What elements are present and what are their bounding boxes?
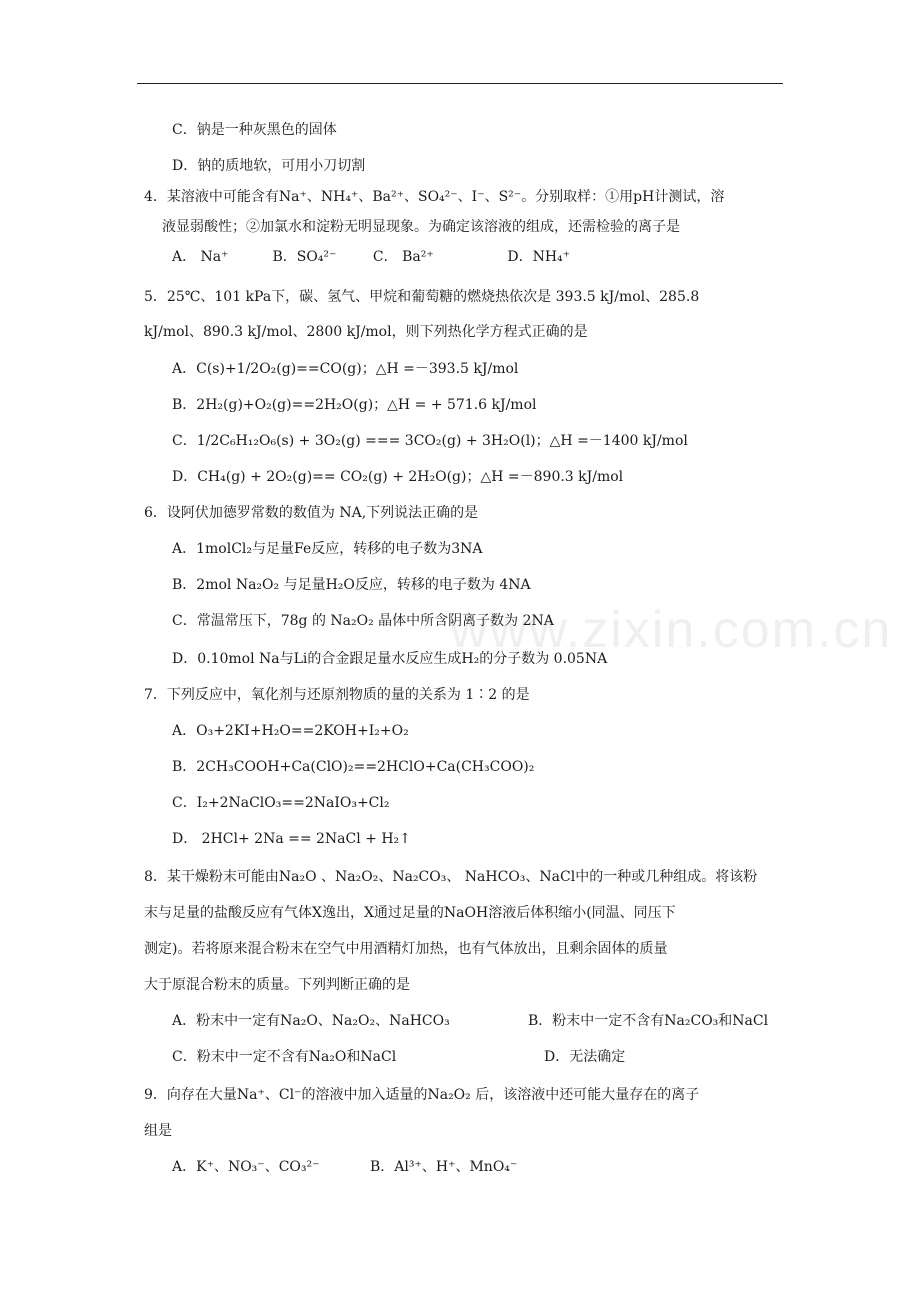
q5-stem-line1: 5．25℃、101 kPa下，碳、氢气、甲烷和葡萄糖的燃烧热依次是 393.5 kJ/mol、285.8 [144,289,700,305]
q4-option-a: A． Na⁺ [172,249,229,265]
watermark: www.zixin.com.cn [450,601,893,659]
q8-option-b: B．粉末中一定不含有Na₂CO₃和NaCl [528,1013,769,1029]
q6-option-d: D．0.10mol Na与Li的合金跟足量水反应生成H₂的分子数为 0.05NA [172,651,608,667]
q8-option-a: A．粉末中一定有Na₂O、Na₂O₂、NaHCO₃ [172,1013,450,1029]
q4-option-c: C． Ba²⁺ [372,249,434,265]
q6-option-a: A．1molCl₂与足量Fe反应，转移的电子数为3NA [172,541,483,557]
q5-option-c: C．1/2C₆H₁₂O₆(s) + 3O₂(g) === 3CO₂(g) + 3H₂O(l)；△H =－1400 kJ/mol [172,433,688,449]
q8-option-c: C．粉末中一定不含有Na₂O和NaCl [172,1049,397,1065]
q7-option-b: B．2CH₃COOH+Ca(ClO)₂==2HClO+Ca(CH₃COO)₂ [172,759,535,775]
q5-option-d: D．CH₄(g) + 2O₂(g)== CO₂(g) + 2H₂O(g)；△H =－890.3 kJ/mol [172,469,624,485]
q3-option-c: C．钠是一种灰黑色的固体 [172,122,337,138]
q7-stem: 7．下列反应中，氧化剂与还原剂物质的量的关系为 1∶2 的是 [144,687,530,703]
q4-stem-line1: 4．某溶液中可能含有Na⁺、NH₄⁺、Ba²⁺、SO₄²⁻、I⁻、S²⁻。分别取样：①用pH计测试，溶 [144,189,725,205]
q6-stem: 6．设阿伏加德罗常数的数值为 NA,下列说法正确的是 [144,505,479,521]
q9-option-a: A．K⁺、NO₃⁻、CO₃²⁻ [172,1159,320,1175]
q8-stem-line1: 8．某干燥粉末可能由Na₂O 、Na₂O₂、Na₂CO₃、 NaHCO₃、NaCl中的一种或几种组成。将该粉 [144,869,758,885]
q8-stem-line3: 测定)。若将原来混合粉末在空气中用酒精灯加热，也有气体放出，且剩余固体的质量 [144,941,668,957]
q4-options [172,247,570,267]
q7-option-d: D． 2HCl+ 2Na == 2NaCl + H₂↑ [172,831,411,847]
q7-option-c: C．I₂+2NaClO₃==2NaIO₃+Cl₂ [172,795,390,811]
q5-option-b: B．2H₂(g)+O₂(g)==2H₂O(g)；△H = + 571.6 kJ/mol [172,397,537,413]
q5-stem-line2: kJ/mol、890.3 kJ/mol、2800 kJ/mol，则下列热化学方程式正确的是 [144,324,588,340]
q8-option-d: D．无法确定 [544,1049,626,1065]
q9-stem-line1: 9．向存在大量Na⁺、Cl⁻的溶液中加入适量的Na₂O₂ 后，该溶液中还可能大量存在的离子 [144,1087,700,1103]
q7-option-a: A．O₃+2KI+H₂O==2KOH+I₂+O₂ [172,723,409,739]
q4-option-b: B．SO₄²⁻ [272,249,337,265]
q8-stem-line4: 大于原混合粉末的质量。下列判断正确的是 [144,977,410,993]
header-rule [137,83,783,84]
q9-option-b: B．Al³⁺、H⁺、MnO₄⁻ [370,1159,518,1175]
q8-stem-line2: 末与足量的盐酸反应有气体X逸出，X通过足量的NaOH溶液后体积缩小(同温、同压下 [144,905,676,921]
q4-stem-line2: 液显弱酸性；②加氯水和淀粉无明显现象。为确定该溶液的组成，还需检验的离子是 [162,219,680,235]
q6-option-b: B．2mol Na₂O₂ 与足量H₂O反应，转移的电子数为 4NA [172,577,531,593]
q5-option-a: A．C(s)+1/2O₂(g)==CO(g)；△H =－393.5 kJ/mol [172,361,519,377]
q3-option-d: D．钠的质地软，可用小刀切割 [172,158,366,174]
q6-option-c: C．常温常压下，78g 的 Na₂O₂ 晶体中所含阴离子数为 2NA [172,613,554,629]
q4-option-d: D．NH₄⁺ [507,249,571,265]
q9-stem-line2: 组是 [144,1123,172,1139]
